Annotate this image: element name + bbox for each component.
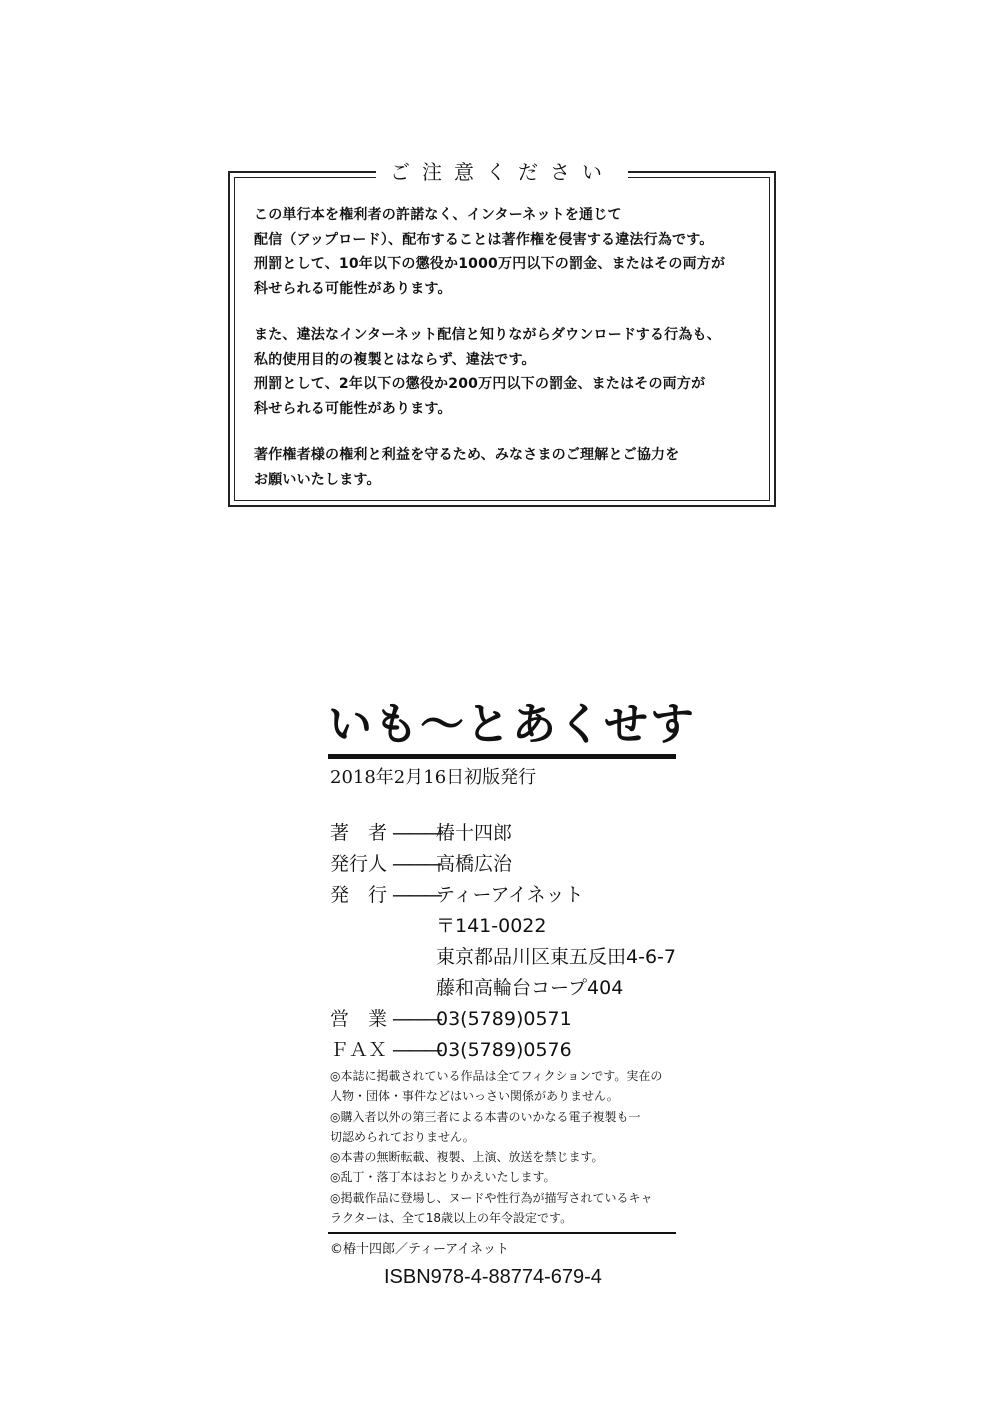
notice-title: ご注意ください	[376, 160, 628, 184]
paragraph-gap	[254, 301, 764, 323]
notice-line: 科せられる可能性があります。	[254, 400, 452, 417]
credit-value: 高橋広治	[436, 853, 513, 875]
credit-dash: ———	[392, 884, 440, 906]
title-rule	[328, 754, 676, 759]
credit-dash: ———	[392, 1008, 440, 1030]
publication-date: 2018年2月16日初版発行	[330, 767, 537, 788]
notice-line: 科せられる可能性があります。	[254, 280, 452, 297]
colophon-credits	[330, 818, 676, 1066]
credit-publisher-person	[330, 849, 676, 880]
credit-label: 発行人	[330, 853, 388, 875]
note-line: ラクターは、全て18歳以上の年令設定です。	[330, 1211, 573, 1226]
credit-value: 03(5789)0576	[436, 1039, 572, 1061]
note-line: 人物・団体・事件などはいっさい関係がありません。	[330, 1089, 619, 1104]
isbn: ISBN978-4-88774-679-4	[384, 1266, 602, 1288]
credit-value: 椿十四郎	[436, 822, 513, 844]
note-line: 切認められておりません。	[330, 1129, 475, 1144]
credit-value: ティーアイネット	[436, 884, 584, 906]
credit-dash: ———	[392, 822, 440, 844]
credit-label: 営 業	[330, 1008, 388, 1030]
credit-value: 03(5789)0571	[436, 1008, 572, 1030]
credit-dash: ———	[392, 1039, 440, 1061]
credit-sales	[330, 1004, 676, 1035]
notice-title-wrap	[230, 156, 774, 185]
credit-author	[330, 818, 676, 849]
credit-dash: ———	[392, 853, 440, 875]
paragraph-gap	[254, 421, 764, 443]
note-line: ◎本書の無断転載、複製、上演、放送を禁じます。	[330, 1150, 604, 1165]
address-line-1: 東京都品川区東五反田4-6-7	[436, 946, 676, 968]
note-line: ◎乱丁・落丁本はおとりかえいたします。	[330, 1170, 556, 1185]
bottom-rule	[328, 1232, 676, 1234]
note-line: ◎本誌に掲載されている作品は全てフィクションです。実在の	[330, 1069, 663, 1083]
credit-fax	[330, 1035, 676, 1066]
credit-label: ＦＡＸ	[330, 1039, 388, 1061]
credit-publisher	[330, 880, 676, 911]
notice-line: この単行本を権利者の許諾なく、インターネットを通じて	[254, 207, 622, 223]
copyright-notice-box	[228, 160, 776, 507]
notice-line: 配信（アップロード）、配布することは著作権を侵害する違法行為です。	[254, 231, 714, 248]
address-line-2: 藤和高輪台コープ404	[436, 977, 624, 999]
book-title: いも〜とあくせす	[328, 699, 696, 750]
note-line: ◎購入者以外の第三者による本書のいかなる電子複製も一	[330, 1109, 641, 1124]
note-line: ◎掲載作品に登場し、ヌードや性行為が描写されているキャ	[330, 1190, 653, 1205]
notice-line: 著作権者様の権利と利益を守るため、みなさまのご理解とご協力を	[254, 447, 680, 463]
copyright-line: ©椿十四郎／ティーアイネット	[330, 1242, 510, 1257]
credit-label: 発 行	[330, 884, 388, 906]
legal-notes	[330, 1066, 662, 1228]
notice-line: 刑罰として、10年以下の懲役か1000万円以下の罰金、またはその両方が	[254, 256, 726, 272]
notice-line: 私的使用目的の複製とはならず、違法です。	[254, 351, 536, 368]
postal-code: 〒141-0022	[436, 915, 547, 937]
notice-line: また、違法なインターネット配信と知りながらダウンロードする行為も、	[254, 327, 721, 343]
notice-text	[254, 203, 764, 492]
credit-label: 著 者	[330, 822, 388, 844]
notice-line: お願いいたします。	[254, 471, 381, 488]
notice-line: 刑罰として、2年以下の懲役か200万円以下の罰金、またはその両方が	[254, 376, 706, 392]
